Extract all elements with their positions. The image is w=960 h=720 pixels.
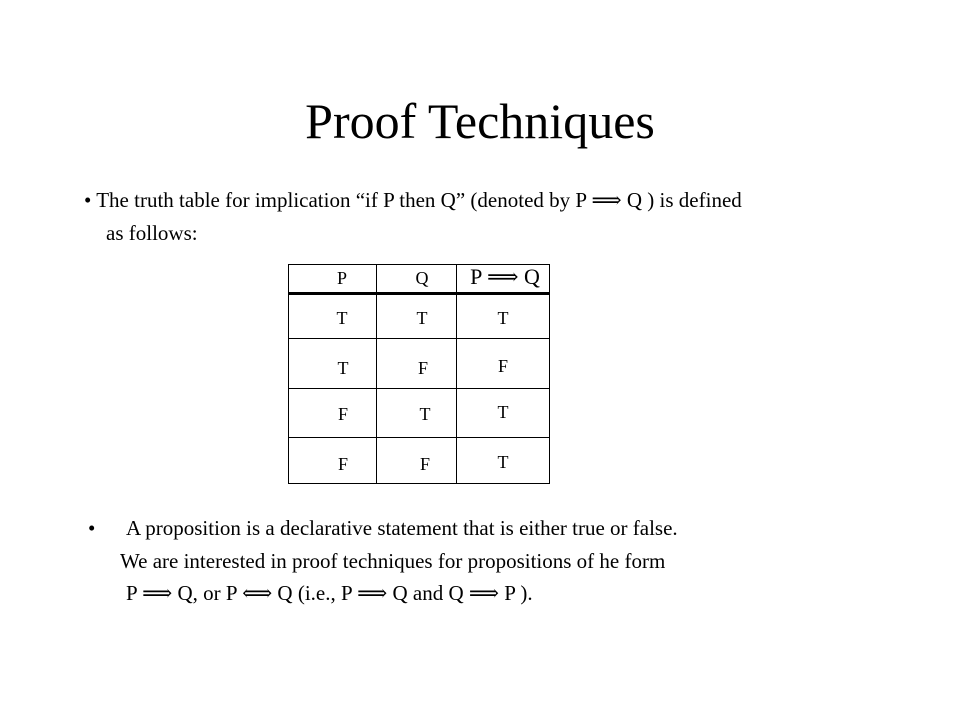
cell-q: T xyxy=(419,404,431,424)
cell-p: T xyxy=(337,358,349,378)
cell-result: T xyxy=(497,402,509,422)
page-title: Proof Techniques xyxy=(305,93,655,149)
intro-line-1: • The truth table for implication “if P then Q” (denoted by P ⟹ Q ) is defined xyxy=(84,188,742,212)
cell-p: F xyxy=(337,404,348,424)
cell-p: T xyxy=(336,308,348,328)
cell-q: T xyxy=(416,308,428,328)
column-divider xyxy=(456,264,457,484)
cell-q: F xyxy=(419,454,430,474)
proposition-line-3: P ⟹ Q, or P ⟺ Q (i.e., P ⟹ Q and Q ⟹ P ). xyxy=(126,581,533,605)
row-divider xyxy=(288,388,550,389)
header-q: Q xyxy=(415,268,429,288)
row-divider xyxy=(288,338,550,339)
proposition-line-1: A proposition is a declarative statement that is either true or false. xyxy=(126,516,678,540)
header-p: P xyxy=(336,268,347,288)
column-divider xyxy=(376,264,377,484)
header-p-implies-q: P ⟹ Q xyxy=(470,264,540,289)
bullet: • xyxy=(88,516,96,540)
cell-result: T xyxy=(497,308,509,328)
row-divider xyxy=(288,437,550,438)
cell-p: F xyxy=(337,454,348,474)
cell-result: T xyxy=(497,452,509,472)
proposition-line-2: We are interested in proof techniques for propositions of he form xyxy=(120,549,666,573)
cell-result: F xyxy=(497,356,508,376)
intro-line-2: as follows: xyxy=(106,221,198,245)
header-divider xyxy=(288,292,550,295)
cell-q: F xyxy=(417,358,428,378)
